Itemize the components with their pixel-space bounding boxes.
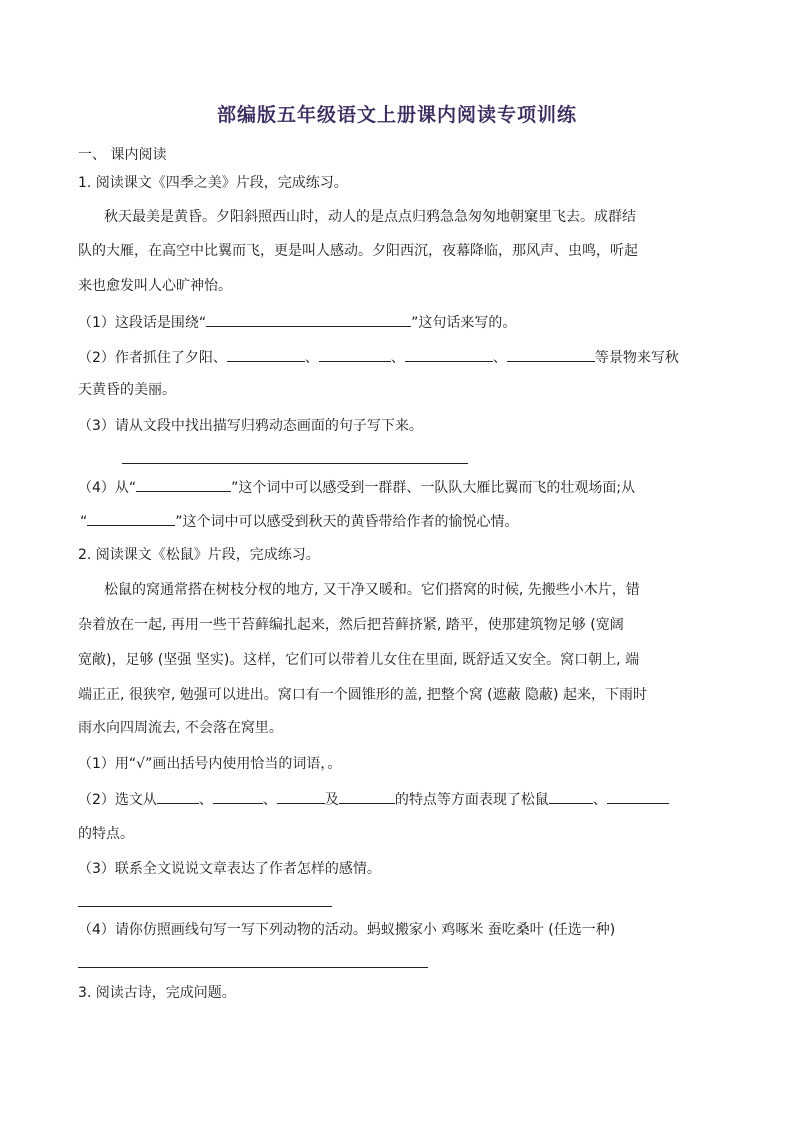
question-2-sub-3: （3）联系全文说说文章表达了作者怎样的感情。 (78, 861, 381, 877)
passage-2-line-2: 杂着放在一起, 再用一些干苔藓编扎起来，然后把苔藓挤紧, 踏平，使那建筑物足够 (宽阔 (78, 617, 624, 633)
passage-1-line-3: 来也愈发叫人心旷神怡。 (78, 278, 232, 294)
passage-2-line-4: 端正正, 很狭窄, 勉强可以进出。窝口有一个圆锥形的盖, 把整个窝 (遮蔽 隐蔽) 起来，下雨时 (78, 687, 647, 703)
answer-blank[interactable] (87, 511, 175, 526)
passage-1-line-1: 秋天最美是黄昏。夕阳斜照西山时，动人的是点点归鸦急急匆匆地朝窠里飞去。成群结 (104, 209, 636, 225)
answer-blank[interactable] (549, 789, 593, 804)
answer-blank[interactable] (206, 312, 411, 327)
answer-blank[interactable] (277, 789, 325, 804)
question-1-sub-2: （2）作者抓住了夕阳、 、 、 、 等景物来写秋 (78, 347, 679, 368)
section-heading: 一、 课内阅读 (78, 147, 167, 163)
answer-blank[interactable] (607, 789, 669, 804)
passage-2-line-3: 宽敞)，足够 (坚强 坚实)。这样，它们可以带着儿女住在里面, 既舒适又安全。窝口朝上, 端 (78, 652, 640, 668)
question-2-sub-2-cont: 的特点。 (78, 826, 134, 842)
answer-blank[interactable] (136, 477, 231, 492)
answer-blank[interactable] (157, 789, 199, 804)
passage-2-line-1: 松鼠的窝通常搭在树枝分杈的地方, 又干净又暖和。它们搭窝的时候, 先搬些小木片，错 (104, 582, 640, 598)
question-2-sub-1: （1）用“√”画出括号内使用恰当的词语，。 (78, 756, 342, 772)
answer-blank[interactable] (213, 789, 263, 804)
answer-line[interactable] (78, 906, 332, 907)
question-1-sub-3: （3）请从文段中找出描写归鸦动态画面的句子写下来。 (78, 418, 423, 434)
question-2-sub-4: （4）请你仿照画线句写一写下列动物的活动。蚂蚁搬家小 鸡啄米 蚕吃桑叶 (任选一种) (78, 922, 616, 938)
question-1-sub-4-cont: “ ”这个词中可以感受到秋天的黄昏带给作者的愉悦心情。 (80, 511, 519, 532)
passage-1-line-2: 队的大雁，在高空中比翼而飞，更是叫人感动。夕阳西沉，夜幕降临，那风声、虫鸣，听起 (78, 243, 638, 259)
answer-blank[interactable] (339, 789, 395, 804)
question-1-sub-4: （4）从“ ”这个词中可以感受到一群群、一队队大雁比翼而飞的壮观场面;从 (78, 477, 635, 498)
answer-blank[interactable] (405, 347, 493, 362)
passage-2-line-5: 雨水向四周流去, 不会落在窝里。 (78, 720, 283, 736)
question-3-heading: 3. 阅读古诗，完成问题。 (78, 985, 236, 1001)
answer-line[interactable] (122, 463, 468, 464)
question-2-heading: 2. 阅读课文《松鼠》片段，完成练习。 (78, 547, 320, 563)
question-1-sub-2-cont: 天黄昏的美丽。 (78, 382, 176, 398)
answer-blank[interactable] (507, 347, 595, 362)
answer-blank[interactable] (319, 347, 391, 362)
page-title: 部编版五年级语文上册课内阅读专项训练 (216, 104, 577, 126)
question-2-sub-2: （2）选文从 、 、 及 的特点等方面表现了松鼠 、 (78, 789, 669, 810)
answer-blank[interactable] (227, 347, 305, 362)
answer-line[interactable] (78, 967, 428, 968)
question-1-heading: 1. 阅读课文《四季之美》片段，完成练习。 (78, 175, 348, 191)
question-1-sub-1: （1）这段话是围绕“ ”这句话来写的。 (78, 312, 516, 333)
